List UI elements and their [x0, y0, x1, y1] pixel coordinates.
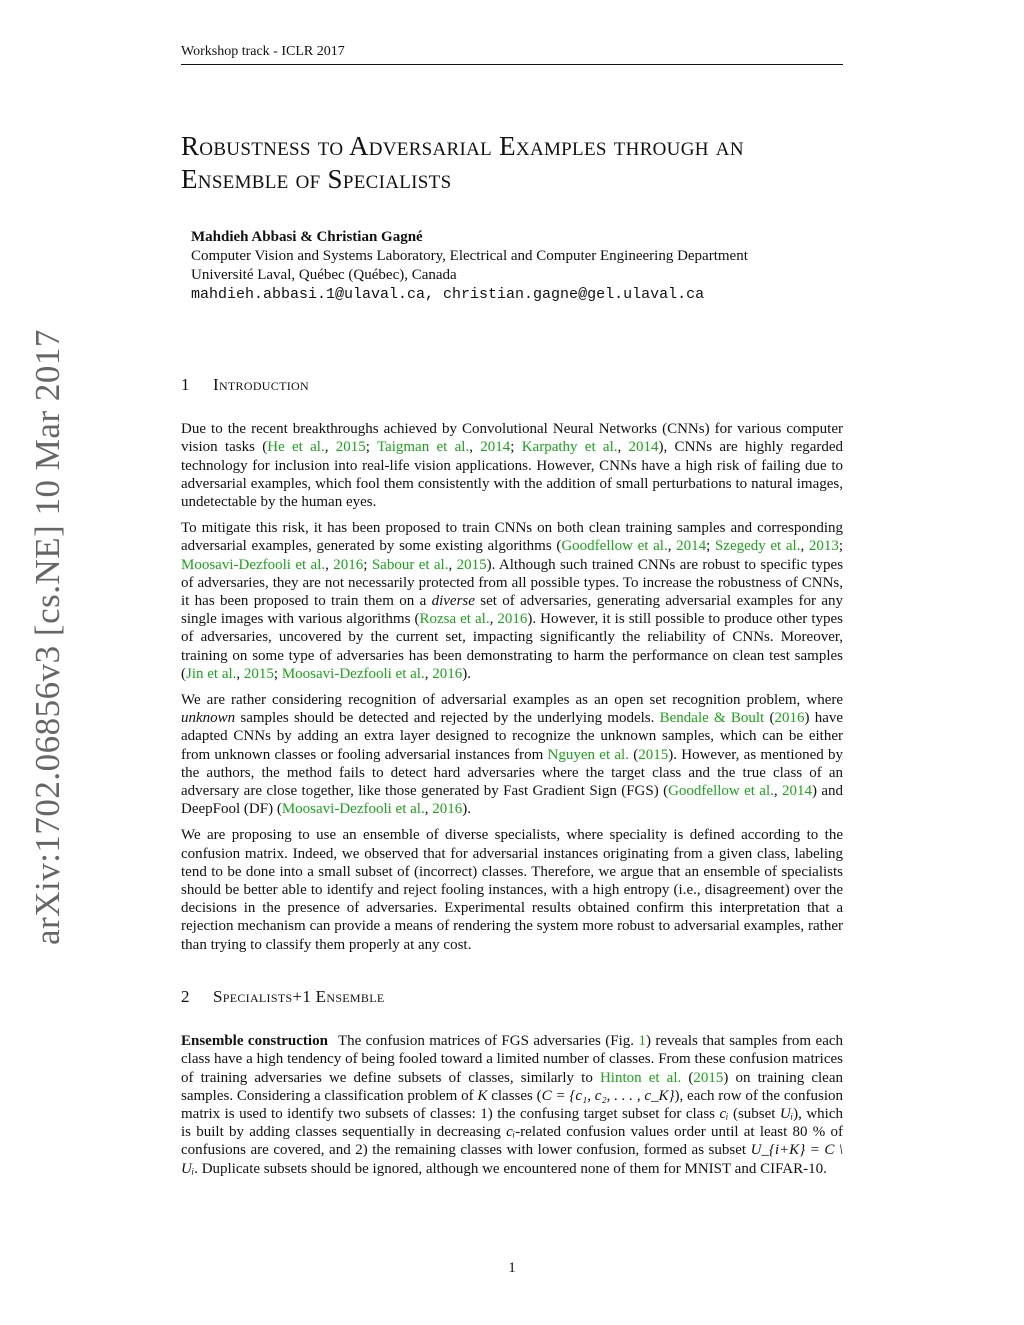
arxiv-identifier: arXiv:1702.06856v3 [cs.NE] 10 Mar 2017: [28, 329, 67, 945]
math-inline: K: [477, 1087, 488, 1104]
citation-link[interactable]: Rozsa et al.: [419, 611, 490, 628]
citation-link[interactable]: Goodfellow et al.: [561, 538, 668, 555]
citation-year-link[interactable]: 2016: [333, 556, 364, 573]
citation-year-link[interactable]: 2015: [243, 665, 274, 682]
citation-year-link[interactable]: 2016: [497, 611, 528, 628]
paragraph-2: To mitigate this risk, it has been proposed to train CNNs on both clean training samples and corresponding adversarial examples, generated by some existing algorithms (Goodfellow et al., 2014; Szegedy et al., 2013; Moosavi-Dezfooli et al., 2016; Sabour et al., 2015). Although such trained CNNs are robust to specific types of adversaries, they are not necessarily protected from all possible types. To increase the robustness of CNNs, it has been proposed to train them on a diverse set of adversaries, generating adversarial examples for any single images with various algorithms (Rozsa et al., 2016). However, it is still possible to produce other types of adversaries, uncovered by the current set, impacting significantly the reliability of CNNs. Moreover, training on some type of adversaries has been demonstrating to harm the performance on clean test samples (Jin et al., 2015; Moosavi-Dezfooli et al., 2016).: [181, 520, 844, 682]
citation-link[interactable]: Hinton et al.: [599, 1069, 682, 1086]
math-inline: U_{i+K} = C \ Uᵢ: [181, 1142, 843, 1177]
section-heading-specialists-ensemble: 2 Specialists+1 Ensemble: [181, 986, 385, 1006]
citation-year-link[interactable]: 2015: [693, 1069, 724, 1086]
citation-link[interactable]: Jin et al.: [186, 665, 237, 682]
run-in-heading: Ensemble construction: [181, 1033, 328, 1050]
author-block: [191, 228, 851, 304]
citation-link[interactable]: Szegedy et al.: [714, 538, 801, 555]
paragraph-4: We are proposing to use an ensemble of diverse specialists, where speciality is defined according to the confusion matrix. Indeed, we observed that for adversarial instances originating from a given class, labeling tend to be done into a small subset of (incorrect) classes. Therefore, we argue that an ensemble of specialists should be better able to identify and reject fooling instances, with a high entropy (i.e., disagreement) over the decisions in the presence of adversaries. Experimental results obtained confirm this interpretation that a rejection mechanism can provide a means of rendering the system more robust to adversarial examples, rather than trying to classify them properly at any cost.: [181, 827, 843, 953]
citation-year-link[interactable]: 2016: [774, 710, 805, 727]
citation-link[interactable]: Bendale & Boult: [659, 710, 765, 727]
citation-year-link[interactable]: 2015: [335, 439, 366, 456]
paragraph-1: Due to the recent breakthroughs achieved by Convolutional Neural Networks (CNNs) for various computer vision tasks (He et al., 2015; Taigman et al., 2014; Karpathy et al., 2014), CNNs are highly regarded technology for inclusion into real-life vision applications. However, CNNs have a high risk of failing due to adversarial examples, which fool them consistently with the addition of small perturbations to natural images, undetectable by the human eyes.: [181, 421, 844, 511]
paper-title: Robustness to Adversarial Examples through an Ensemble of Specialists: [181, 131, 744, 194]
citation-year-link[interactable]: 2013: [808, 538, 839, 555]
affiliation-line-1: Computer Vision and Systems Laboratory, Electrical and Computer Engineering Department: [191, 248, 748, 264]
paper-body: [181, 376, 843, 1186]
citation-year-link[interactable]: 2014: [676, 538, 707, 555]
figure-reference-link[interactable]: 1: [638, 1033, 646, 1050]
citation-year-link[interactable]: 2014: [782, 783, 812, 800]
math-inline: cᵢ: [719, 1105, 729, 1122]
citation-link[interactable]: Sabour et al.: [371, 556, 449, 573]
citation-year-link[interactable]: 2014: [480, 439, 511, 456]
citation-year-link[interactable]: 2015: [456, 556, 487, 573]
page-number: 1: [508, 1260, 516, 1276]
section-heading-introduction: 1 Introduction: [181, 375, 309, 394]
citation-link[interactable]: Moosavi-Dezfooli et al.: [281, 665, 425, 682]
citation-link[interactable]: Taigman et al.: [376, 439, 470, 456]
math-inline: cᵢ: [506, 1124, 516, 1141]
author-names: Mahdieh Abbasi & Christian Gagné: [191, 229, 423, 245]
citation-link[interactable]: Karpathy et al.: [521, 439, 618, 456]
math-inline: Uᵢ: [779, 1105, 794, 1122]
citation-year-link[interactable]: 2016: [432, 801, 463, 818]
citation-year-link[interactable]: 2016: [432, 665, 463, 682]
paragraph-3: We are rather considering recognition of adversarial examples as an open set recognition problem, where unknown samples should be detected and rejected by the underlying models. Bendale & Boult (2016) have adapted CNNs by adding an extra layer designed to recognize the unknown samples, which can be either from unknown classes or fooling adversarial instances from Nguyen et al. (2015). However, as mentioned by the authors, the method fails to detect hard adversaries where the target class and the true class of an adversary are close together, like those generated by Fast Gradient Sign (FGS) (Goodfellow et al., 2014) and DeepFool (DF) (Moosavi-Dezfooli et al., 2016).: [181, 692, 844, 818]
running-header: Workshop track - ICLR 2017: [181, 44, 843, 65]
citation-link[interactable]: Moosavi-Dezfooli et al.: [181, 556, 326, 573]
author-emails: mahdieh.abbasi.1@ulaval.ca, christian.gagne@gel.ulaval.ca: [191, 286, 705, 303]
citation-link[interactable]: Goodfellow et al.: [668, 783, 774, 800]
citation-link[interactable]: He et al.: [267, 439, 325, 456]
citation-year-link[interactable]: 2014: [628, 439, 659, 456]
paragraph-5: Ensemble construction The confusion matrices of FGS adversaries (Fig. 1) reveals that samples from each class have a high tendency of being fooled toward a limited number of classes. From these confusion matrices of training adversaries we define subsets of classes, similarly to Hinton et al. (2015) on training clean samples. Considering a classification problem of K classes (C = {c₁, c₂, . . . , c_K}), each row of the confusion matrix is used to identify two subsets of classes: 1) the confusing target subset for class cᵢ (subset Uᵢ), which is built by adding classes sequentially in decreasing cᵢ-related confusion values order until at least 80 % of confusions are covered, and 2) the remaining classes with lower confusion, formed as subset U_{i+K} = C \ Uᵢ. Duplicate subsets should be ignored, although we encountered none of them for MNIST and CIFAR-10.: [181, 1033, 844, 1177]
citation-year-link[interactable]: 2015: [638, 746, 669, 763]
affiliation-line-2: Université Laval, Québec (Québec), Canada: [191, 267, 457, 283]
math-inline: C = {c₁, c₂, . . . , c_K}: [541, 1087, 675, 1104]
citation-link[interactable]: Moosavi-Dezfooli et al.: [281, 801, 425, 818]
citation-link[interactable]: Nguyen et al.: [547, 746, 629, 763]
